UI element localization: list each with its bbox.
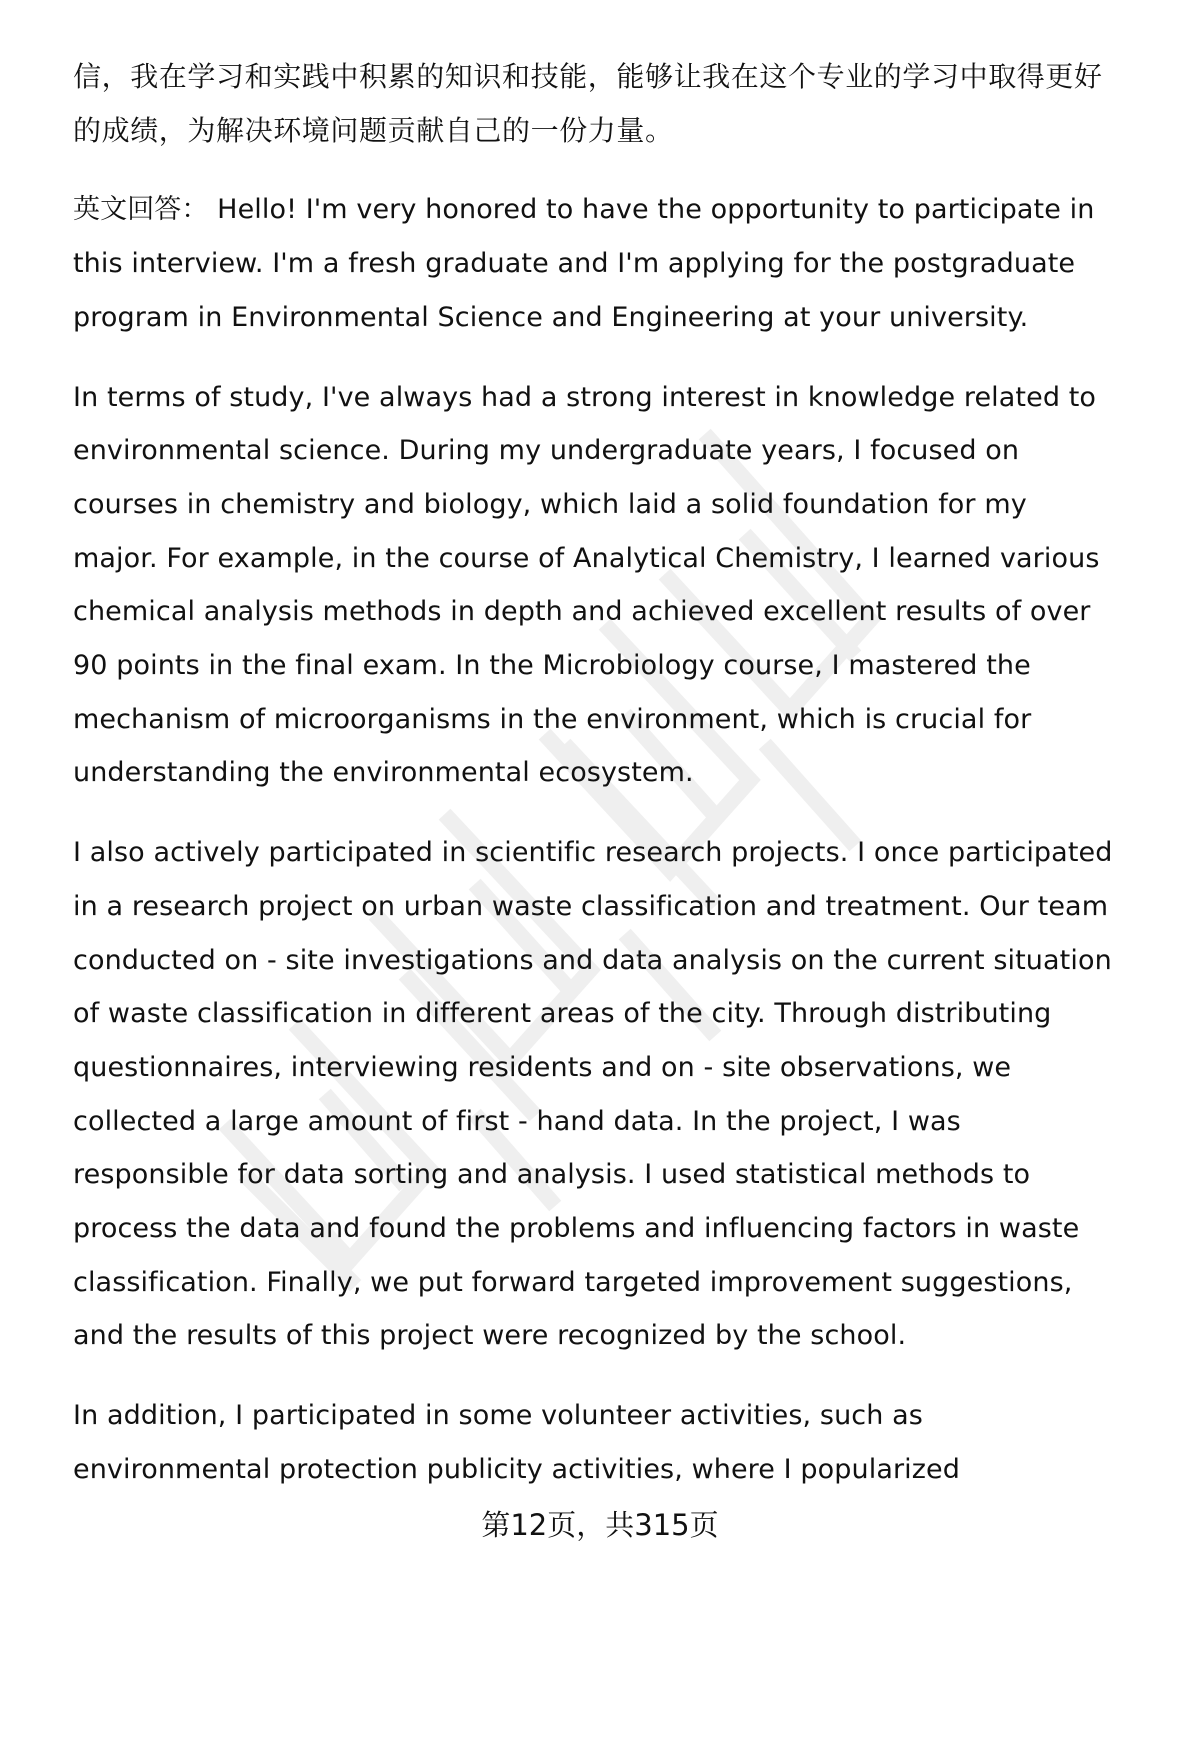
text-line: major. For example, in the course of Analytical Chemistry, I learned various xyxy=(73,542,1100,574)
text-line: classification. Finally, we put forward targeted improvement suggestions, xyxy=(73,1266,1073,1298)
text-line: environmental science. During my undergraduate years, I focused on xyxy=(73,435,1020,467)
text-line: responsible for data sorting and analysis. I used statistical methods to xyxy=(73,1159,1031,1191)
text-line: 的成绩，为解决环境问题贡献自己的一份力量。 xyxy=(73,113,674,147)
paragraph-chinese-conclusion xyxy=(73,50,1153,157)
text-line: conducted on - site investigations and data analysis on the current situation xyxy=(73,944,1112,976)
paragraph-english-intro xyxy=(73,183,1153,344)
paragraph-research xyxy=(73,826,1153,1363)
paragraph-volunteer xyxy=(73,1389,1153,1496)
text-line: process the data and found the problems and influencing factors in waste xyxy=(73,1213,1080,1245)
text-line: program in Environmental Science and Engineering at your university. xyxy=(73,301,1029,333)
document-body xyxy=(73,50,1153,1523)
text-line: of waste classification in different areas of the city. Through distributing xyxy=(73,998,1052,1030)
text-line: this interview. I'm a fresh graduate and I'm applying for the postgraduate xyxy=(73,248,1076,280)
text-line: I also actively participated in scientific research projects. I once participated xyxy=(73,837,1113,869)
text-line: 90 points in the final exam. In the Microbiology course, I mastered the xyxy=(73,650,1031,682)
page-number-footer: 第12页，共315页 xyxy=(481,1508,719,1542)
text-line: In addition, I participated in some volunteer activities, such as xyxy=(73,1400,923,1432)
text-line: courses in chemistry and biology, which laid a solid foundation for my xyxy=(73,488,1027,520)
text-line: 英文回答： Hello! I'm very honored to have the opportunity to participate in xyxy=(73,194,1095,226)
text-line: In terms of study, I've always had a strong interest in knowledge related to xyxy=(73,381,1097,413)
paragraph-study xyxy=(73,371,1153,801)
text-line: collected a large amount of first - hand data. In the project, I was xyxy=(73,1105,961,1137)
text-line: and the results of this project were recognized by the school. xyxy=(73,1320,907,1352)
text-line: in a research project on urban waste classification and treatment. Our team xyxy=(73,890,1109,922)
text-line: chemical analysis methods in depth and achieved excellent results of over xyxy=(73,596,1091,628)
text-line: questionnaires, interviewing residents and on - site observations, we xyxy=(73,1051,1012,1083)
text-line: environmental protection publicity activities, where I popularized xyxy=(73,1453,960,1485)
text-line: 信，我在学习和实践中积累的知识和技能，能够让我在这个专业的学习中取得更好 xyxy=(73,60,1103,93)
text-line: mechanism of microorganisms in the environment, which is crucial for xyxy=(73,703,1032,735)
text-line: understanding the environmental ecosystem. xyxy=(73,757,694,789)
